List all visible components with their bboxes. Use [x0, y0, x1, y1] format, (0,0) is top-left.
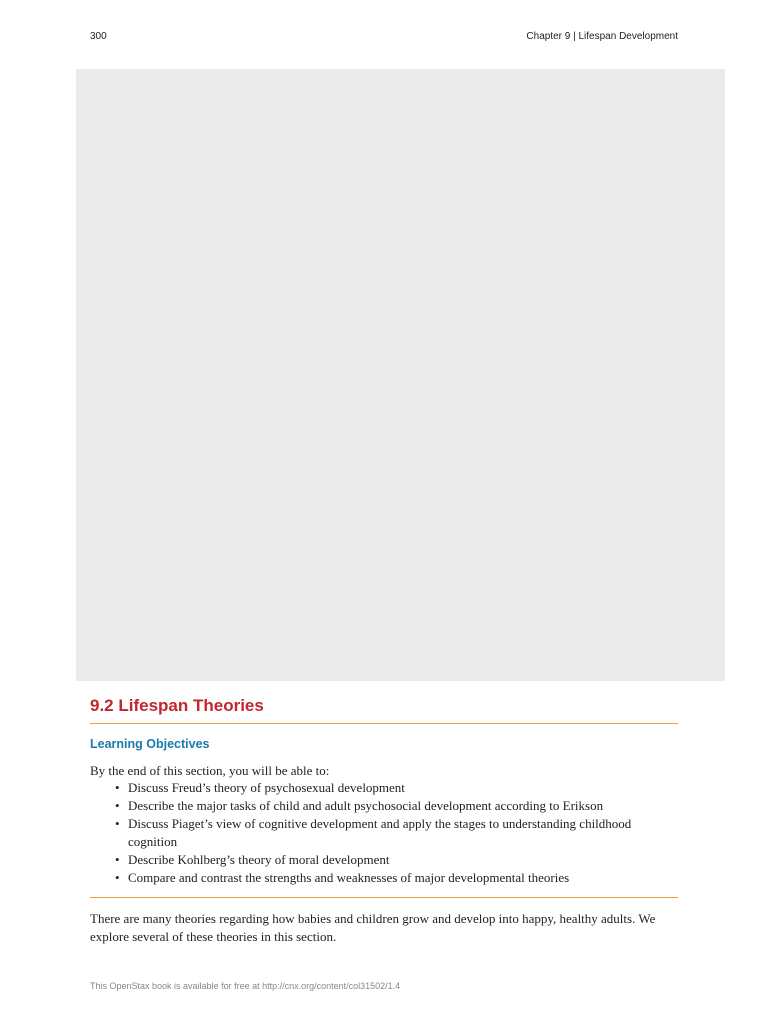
objective-item: • Describe the major tasks of child and adult psychosocial development according to Erikson: [128, 797, 660, 815]
section-title: 9.2 Lifespan Theories: [90, 696, 264, 715]
chapter-header: Chapter 9 | Lifespan Development: [526, 31, 678, 42]
objective-item: • Discuss Piaget’s view of cognitive development and apply the stages to understanding childhood cognition: [128, 815, 660, 851]
objective-item: • Compare and contrast the strengths and weaknesses of major developmental theories: [128, 869, 660, 887]
body-paragraph: There are many theories regarding how babies and children grow and develop into happy, healthy adults. We explore several of these theories in this section.: [90, 911, 656, 944]
objectives-intro: By the end of this section, you will be able to:: [90, 763, 330, 778]
footer-note: This OpenStax book is available for free at http://cnx.org/content/col31502/1.4: [90, 981, 401, 991]
objective-item: • Discuss Freud’s theory of psychosexual development: [128, 779, 660, 797]
objectives-bottom-rule: [90, 897, 678, 898]
objectives-list: [90, 779, 660, 887]
learning-objectives-heading: Learning Objectives: [90, 737, 210, 751]
objective-item: • Describe Kohlberg’s theory of moral development: [128, 851, 660, 869]
figure-placeholder: [76, 69, 725, 681]
objectives-top-rule: [90, 723, 678, 724]
page-number: 300: [90, 31, 107, 42]
